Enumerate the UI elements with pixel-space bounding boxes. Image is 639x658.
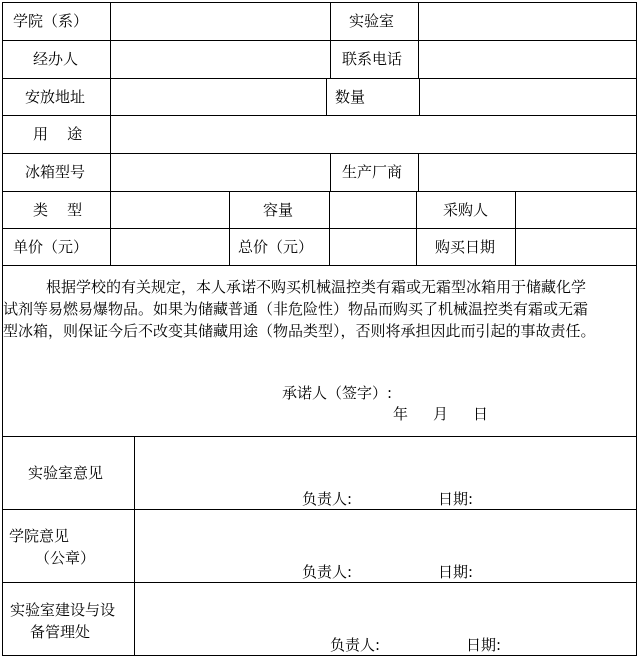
type-value[interactable]	[112, 193, 227, 227]
laboratory-value[interactable]	[420, 4, 634, 39]
date-year-label: 年	[393, 405, 409, 423]
purchaser-value[interactable]	[517, 193, 634, 227]
purpose-value[interactable]	[112, 117, 634, 152]
grid-line	[110, 115, 111, 154]
grid-line	[2, 265, 637, 266]
location-value[interactable]	[112, 80, 324, 114]
grid-line	[418, 153, 419, 192]
college-opinion-label: 学院意见	[9, 527, 70, 545]
date-month-label: 月	[433, 405, 449, 423]
signature-field[interactable]	[410, 380, 630, 404]
grid-line	[2, 191, 637, 192]
purpose-label: 用 途	[33, 125, 83, 143]
grid-line	[515, 191, 516, 266]
grid-line	[329, 191, 330, 266]
laboratory-label: 实验室	[349, 12, 395, 30]
handler-label: 经办人	[33, 50, 79, 68]
lab-opinion-label: 实验室意见	[28, 464, 104, 482]
grid-line	[134, 436, 135, 656]
grid-line	[419, 78, 420, 116]
grid-line	[2, 228, 637, 229]
lab-responsible-label: 负责人:	[302, 490, 353, 508]
department-value[interactable]	[112, 4, 328, 39]
handler-value[interactable]	[112, 42, 328, 77]
grid-line	[2, 153, 637, 154]
grid-line	[330, 2, 331, 78]
model-label: 冰箱型号	[25, 163, 86, 181]
purchase-date-label: 购买日期	[435, 238, 496, 256]
grid-line	[2, 655, 637, 656]
unit-price-label: 单价（元）	[13, 238, 89, 256]
equipment-responsible-label: 负责人:	[330, 636, 381, 654]
college-responsible-label: 负责人:	[302, 563, 353, 581]
equipment-office-field[interactable]	[136, 584, 634, 632]
location-label: 安放地址	[25, 88, 86, 106]
grid-line	[418, 2, 419, 78]
pledge-line: 型冰箱，则保证今后不改变其储藏用途（物品类型），否则将承担因此而引起的事故责任。	[3, 322, 596, 340]
unit-price-value[interactable]	[112, 230, 227, 264]
grid-line	[2, 78, 637, 79]
manufacturer-value[interactable]	[420, 155, 634, 190]
college-date-label: 日期:	[438, 563, 474, 581]
total-price-label: 总价（元）	[238, 238, 314, 256]
capacity-value[interactable]	[331, 193, 414, 227]
grid-line	[110, 2, 111, 116]
grid-line	[2, 40, 637, 41]
contact-phone-label: 联系电话	[342, 50, 403, 68]
grid-line	[636, 2, 637, 656]
grid-line	[2, 582, 637, 583]
lab-opinion-field[interactable]	[136, 438, 634, 486]
type-label: 类 型	[33, 201, 83, 219]
grid-line	[330, 153, 331, 192]
equipment-date-label: 日期:	[466, 636, 502, 654]
contact-phone-value[interactable]	[420, 42, 634, 77]
lab-date-label: 日期:	[438, 490, 474, 508]
department-label: 学院（系）	[13, 12, 89, 30]
grid-line	[2, 509, 637, 510]
pledge-line: 根据学校的有关规定，本人承诺不购买机械温控类有霜或无霜型冰箱用于储藏化学	[46, 278, 587, 296]
purchase-date-value[interactable]	[517, 230, 634, 264]
grid-line	[2, 436, 637, 437]
grid-line	[110, 153, 111, 192]
pledge-text	[3, 276, 635, 342]
manufacturer-label: 生产厂商	[342, 163, 403, 181]
purchaser-label: 采购人	[443, 201, 489, 219]
grid-line	[229, 191, 230, 266]
date-day-label: 日	[473, 405, 489, 423]
grid-line	[110, 191, 111, 266]
signer-label: 承诺人（签字）:	[282, 384, 393, 402]
grid-line	[2, 115, 637, 116]
pledge-line: 试剂等易燃易爆物品。如果为储藏普通（非危险性）物品而购买了机械温控类有霜或无霜	[3, 300, 589, 318]
grid-line	[326, 78, 327, 116]
grid-line	[416, 191, 417, 266]
model-value[interactable]	[112, 155, 328, 190]
total-price-value[interactable]	[331, 230, 414, 264]
college-opinion-field[interactable]	[136, 511, 634, 559]
capacity-label: 容量	[263, 201, 294, 219]
grid-line	[2, 2, 637, 3]
equipment-office-label: 实验室建设与设	[10, 601, 116, 619]
college-seal-label: （公章）	[35, 549, 96, 567]
quantity-label: 数量	[335, 88, 366, 106]
quantity-value[interactable]	[421, 80, 634, 114]
equipment-office-label-line2: 备管理处	[30, 623, 91, 641]
